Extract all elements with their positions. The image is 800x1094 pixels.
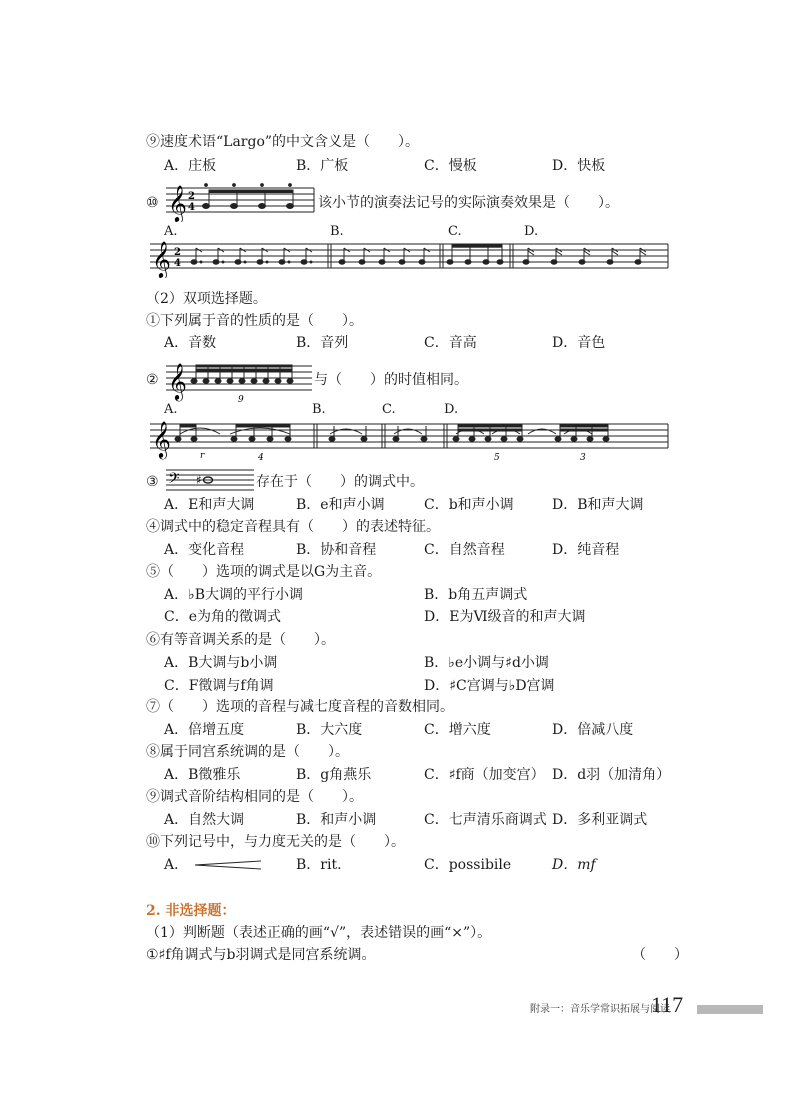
section-double-choice: （2）双项选择题。 (146, 291, 267, 307)
d3-option-a[interactable]: A．E和声大调 (164, 497, 255, 513)
q9-option-a[interactable]: A．庄板 (164, 158, 217, 174)
d7-option-b[interactable]: B．大六度 (296, 722, 363, 738)
d8-question: ⑧属于同宫系统调的是（ ）。 (146, 744, 349, 760)
d2-label-a[interactable]: A. (164, 402, 178, 417)
part2-subtitle: （1）判断题（表述正确的画“√”，表述错误的画“×”）。 (146, 925, 492, 941)
d4-option-d[interactable]: D．纯音程 (552, 542, 620, 558)
svg-text:♯: ♯ (196, 473, 202, 487)
d6-option-b[interactable]: B．♭e小调与♯d小调 (424, 655, 549, 671)
d4-option-a[interactable]: A．变化音程 (164, 542, 245, 558)
tuplet-5-label: 5 (494, 453, 500, 463)
tuplet-4-label: 4 (258, 453, 264, 463)
q9-option-d[interactable]: D．快板 (552, 158, 606, 174)
d3-question-staff (166, 464, 256, 498)
d6-question: ⑥有等音调关系的是（ ）。 (146, 632, 335, 648)
d9-option-a[interactable]: A．自然大调 (164, 812, 245, 828)
d8-option-b[interactable]: B．g角燕乐 (296, 767, 372, 783)
d1-option-a[interactable]: A．音数 (164, 335, 217, 351)
d1-option-b[interactable]: B．音列 (296, 335, 349, 351)
d7-option-a[interactable]: A．倍增五度 (164, 722, 245, 738)
part2-title: 2. 非选择题： (146, 903, 236, 919)
svg-text:2: 2 (174, 247, 181, 258)
q10-question-text: 该小节的演奏法记号的实际演奏效果是（ ）。 (318, 195, 619, 211)
svg-text:4: 4 (188, 202, 195, 213)
d4-option-b[interactable]: B．协和音程 (296, 542, 377, 558)
q9-option-b[interactable]: B．广板 (296, 158, 349, 174)
d4-question: ④调式中的稳定音程具有（ ）的表述特征。 (146, 519, 440, 535)
q9-option-c[interactable]: C．慢板 (424, 158, 477, 174)
treble-clef-icon: 𝄞 (168, 362, 187, 400)
q10-options-staff (150, 236, 670, 278)
d9-option-d[interactable]: D．多利亚调式 (552, 812, 648, 828)
d10-option-c[interactable]: C．possibile (424, 857, 512, 873)
svg-text:4: 4 (174, 258, 181, 269)
d3-question-text: 存在于（ ）的调式中。 (256, 474, 424, 490)
d3-option-b[interactable]: B．e和声小调 (296, 497, 385, 513)
treble-clef-icon: 𝄞 (168, 184, 187, 222)
svg-text:r: r (200, 451, 205, 461)
d6-option-a[interactable]: A．B大调与b小调 (164, 655, 278, 671)
d5-question: ⑤（ ）选项的调式是以G为主音。 (146, 564, 382, 580)
d6-option-c[interactable]: C．F徵调与f角调 (164, 678, 274, 694)
d2-number: ② (146, 372, 159, 388)
d2-label-c[interactable]: C. (382, 402, 396, 417)
q10-label-a[interactable]: A. (164, 224, 178, 239)
d2-label-d[interactable]: D. (444, 402, 459, 417)
d5-option-c[interactable]: C．e为角的徵调式 (164, 609, 281, 625)
d4-option-c[interactable]: C．自然音程 (424, 542, 505, 558)
d2-label-b[interactable]: B. (312, 402, 326, 417)
d1-option-d[interactable]: D．音色 (552, 335, 606, 351)
question-9-single: ⑨速度术语“Largo”的中文含义是（ ）。 (146, 134, 420, 150)
svg-text:2: 2 (188, 191, 195, 202)
d2-question-staff (166, 358, 314, 404)
d7-question: ⑦（ ）选项的音程与减七度音程的音数相同。 (146, 699, 454, 715)
judgement-1-answer-paren[interactable]: （ ） (632, 947, 688, 963)
tuplet-9-label: 9 (238, 395, 244, 404)
d10-option-b[interactable]: B．rit. (296, 857, 342, 873)
d3-option-d[interactable]: D．B和声大调 (552, 497, 644, 513)
q10-label-b[interactable]: B. (330, 224, 344, 239)
d8-option-a[interactable]: A．B徵雅乐 (164, 767, 241, 783)
d9-option-b[interactable]: B．和声小调 (296, 812, 377, 828)
tuplet-3-label: 3 (580, 453, 586, 463)
judgement-1: ①♯f角调式与b羽调式是同宫系统调。 (146, 947, 376, 963)
d1-option-c[interactable]: C．音高 (424, 335, 477, 351)
d6-option-d[interactable]: D．♯C宫调与♭D宫调 (424, 678, 555, 694)
d8-option-d[interactable]: D．d羽（加清角） (552, 767, 671, 783)
d2-options-staff (150, 416, 670, 464)
d5-option-d[interactable]: D．E为Ⅵ级音的和声大调 (424, 609, 586, 625)
q10-label-d[interactable]: D. (524, 224, 539, 239)
d5-option-b[interactable]: B．b角五声调式 (424, 587, 528, 603)
q10-number: ⑩ (146, 195, 159, 211)
d3-number: ③ (146, 474, 159, 490)
d9-option-c[interactable]: C．七声清乐商调式 (424, 812, 547, 828)
d7-option-d[interactable]: D．倍减八度 (552, 722, 634, 738)
d10-option-a[interactable] (164, 856, 263, 874)
treble-clef-icon: 𝄞 (152, 240, 171, 278)
d3-option-c[interactable]: C．b和声小调 (424, 497, 514, 513)
footer-section-title: 附录一：音乐学常识拓展与阅读 (530, 1004, 670, 1015)
bass-clef-icon: 𝄢 (168, 470, 180, 491)
crescendo-hairpin-icon (193, 860, 263, 870)
d2-question-text: 与（ ）的时值相同。 (314, 372, 468, 388)
d10-option-d[interactable]: D．mf (552, 857, 596, 873)
d1-question: ①下列属于音的性质的是（ ）。 (146, 313, 363, 329)
d7-option-c[interactable]: C．增六度 (424, 722, 491, 738)
d9-question: ⑨调式音阶结构相同的是（ ）。 (146, 789, 363, 805)
d10-option-a-label: A． (164, 857, 189, 873)
q10-label-c[interactable]: C. (448, 224, 462, 239)
treble-clef-icon: 𝄞 (152, 420, 171, 458)
d10-question: ⑩下列记号中，与力度无关的是（ ）。 (146, 834, 405, 850)
q10-question-staff (166, 180, 316, 222)
page-number: 117 (651, 992, 684, 1017)
d5-option-a[interactable]: A．♭B大调的平行小调 (164, 587, 304, 603)
d8-option-c[interactable]: C．♯f商（加变宫） (424, 767, 545, 783)
footer-bar (697, 1005, 763, 1014)
